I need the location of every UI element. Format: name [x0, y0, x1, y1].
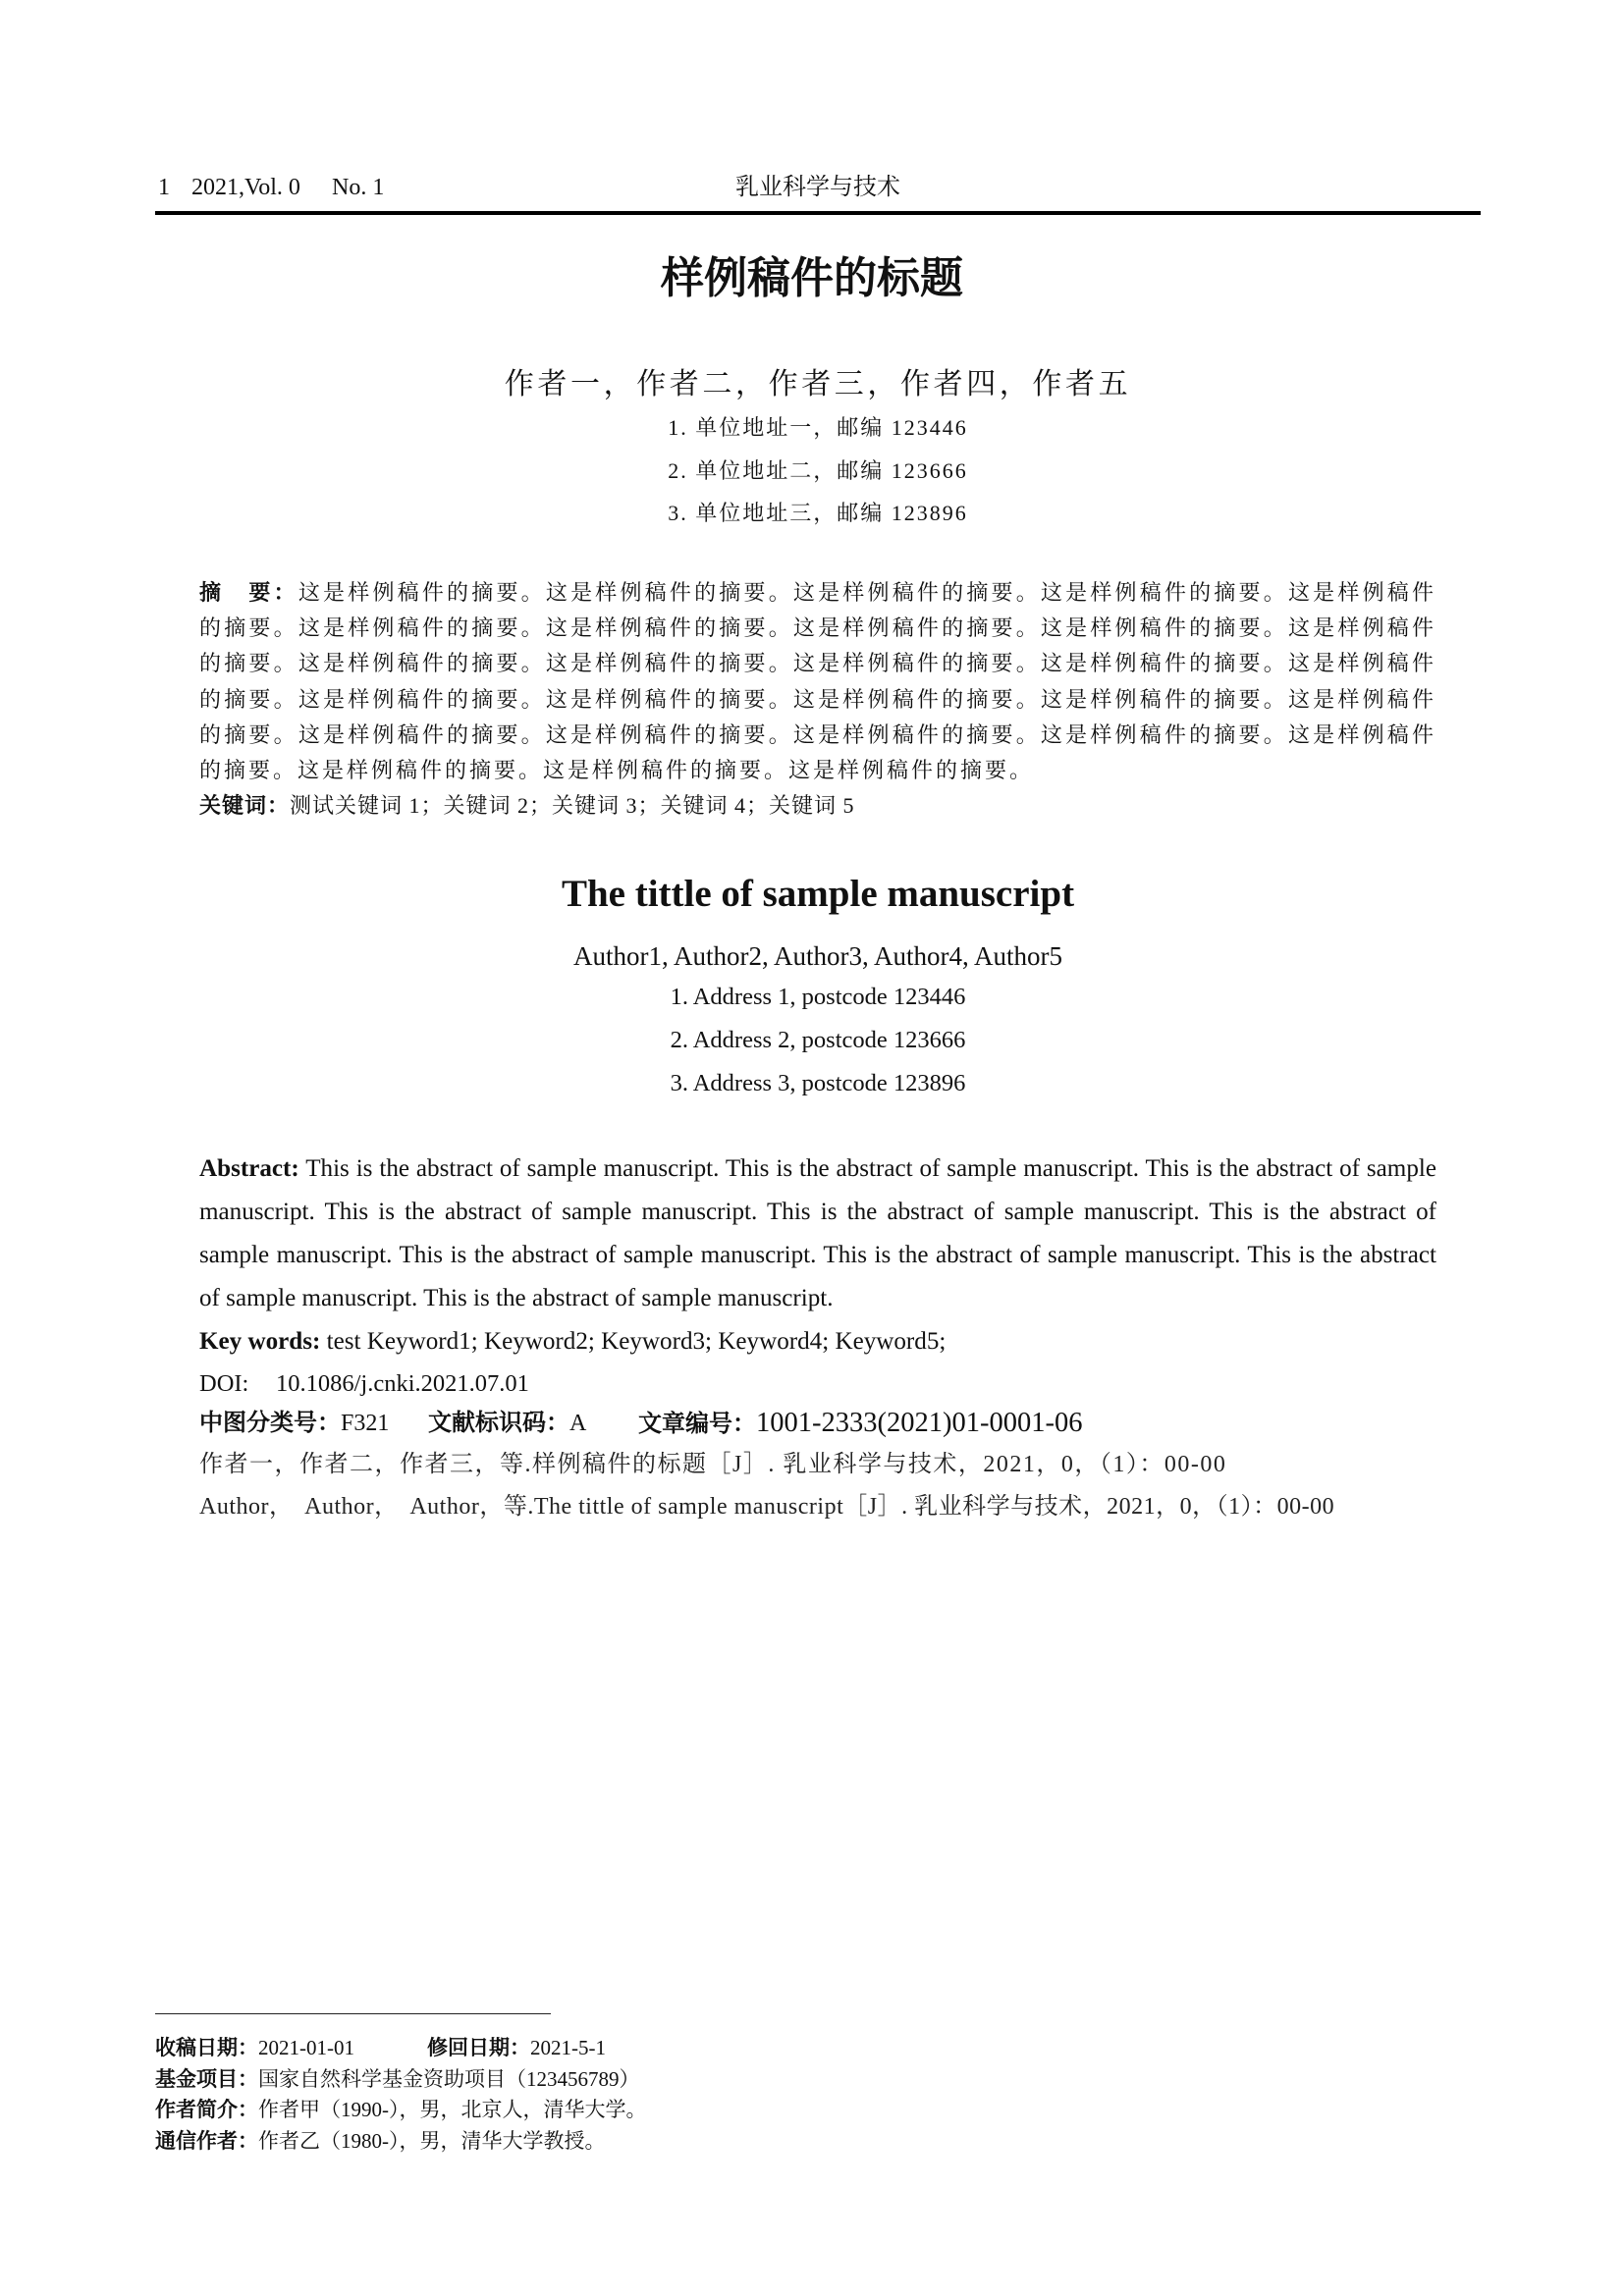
footnote-author-bio	[155, 2095, 1432, 2126]
affiliation-en-2: 2. Address 2, postcode 123666	[670, 1027, 966, 1053]
keywords-en-label: Key words:	[199, 1328, 321, 1355]
abstract-en	[199, 1148, 1436, 1320]
keywords-cn-text: 测试关键词 1；关键词 2；关键词 3；关键词 4；关键词 5	[290, 793, 855, 818]
abstract-en-label: Abstract:	[199, 1155, 299, 1182]
affiliations-en	[155, 976, 1481, 1105]
header-page-number: 1	[158, 175, 170, 200]
footnote-fund	[155, 2064, 1432, 2096]
doi-value: 10.1086/j.cnki.2021.07.01	[276, 1370, 529, 1397]
header-issue: No. 1	[332, 175, 385, 200]
received-value: 2021-01-01	[258, 2036, 354, 2059]
keywords-en-text: test Keyword1; Keyword2; Keyword3; Keyword4; Keyword5;	[326, 1328, 947, 1355]
affiliation-en-1: 1. Address 1, postcode 123446	[670, 984, 966, 1010]
corresponding-label: 通信作者：	[155, 2130, 258, 2154]
footnotes	[155, 2033, 1432, 2158]
authors-cn: 作者一，作者二，作者三，作者四，作者五	[504, 368, 1132, 400]
article-no-value: 1001-2333(2021)01-0001-06	[756, 1408, 1083, 1438]
doc-code-label: 文献标识码：	[428, 1410, 569, 1436]
header-journal-name: 乳业科学与技术	[735, 175, 900, 200]
abstract-en-text: This is the abstract of sample manuscript. This is the abstract of sample manuscript. This is the abstract of sample manuscript. This is the abstract of sample manuscript. This is the abstract of sample manuscript. This is the abstract of sample manuscript. This is the abstract of sample manuscript. This is the abstract of sample manuscript. This is the abstract of sample manuscript. This is the abstract of sample manuscript.	[199, 1155, 1436, 1311]
affiliation-en-3: 3. Address 3, postcode 123896	[670, 1070, 966, 1096]
affiliations-cn	[155, 406, 1481, 535]
article-no-label: 文章编号：	[638, 1411, 756, 1437]
citation-cn: 作者一，作者二，作者三，等.样例稿件的标题［J］. 乳业科学与技术，2021，0，（1）：00-00	[199, 1452, 1227, 1477]
doi-label: DOI:	[199, 1370, 249, 1397]
abstract-cn-text: 这是样例稿件的摘要。这是样例稿件的摘要。这是样例稿件的摘要。这是样例稿件的摘要。这是样例稿件的摘要。这是样例稿件的摘要。这是样例稿件的摘要。这是样例稿件的摘要。这是样例稿件的摘要。这是样例稿件的摘要。这是样例稿件的摘要。这是样例稿件的摘要。这是样例稿件的摘要。这是样例稿件的摘要。这是样例稿件的摘要。这是样例稿件的摘要。这是样例稿件的摘要。这是样例稿件的摘要。这是样例稿件的摘要。这是样例稿件的摘要。这是样例稿件的摘要。这是样例稿件的摘要。这是样例稿件的摘要。这是样例稿件的摘要。这是样例稿件的摘要。这是样例稿件的摘要。这是样例稿件的摘要。这是样例稿件的摘要。	[199, 580, 1436, 783]
abstract-cn-label: 摘 要：	[199, 580, 298, 605]
keywords-cn-label: 关键词：	[199, 793, 291, 818]
header-volume: 2021,Vol. 0	[191, 175, 300, 200]
doc-code-value: A	[569, 1411, 587, 1436]
abstract-cn	[199, 575, 1436, 788]
article-no-group	[638, 1404, 1082, 1444]
footnote-dates	[155, 2033, 1432, 2064]
bio-label: 作者简介：	[155, 2099, 258, 2122]
affiliation-cn-3: 3. 单位地址三，邮编 123896	[668, 501, 968, 525]
page-title-cn: 样例稿件的标题	[661, 254, 963, 302]
citation-en: Author， Author， Author，等.The tittle of sample manuscript［J］. 乳业科学与技术，2021，0，（1）：00-00	[199, 1494, 1335, 1520]
authors-en: Author1, Author2, Author3, Author4, Author5	[573, 941, 1062, 971]
footnote-rule	[155, 2013, 551, 2014]
clc-label: 中图分类号：	[199, 1410, 341, 1436]
affiliation-cn-1: 1. 单位地址一，邮编 123446	[668, 415, 968, 440]
doc-code-group	[428, 1404, 586, 1443]
clc-value: F321	[341, 1411, 390, 1436]
fund-value: 国家自然科学基金资助项目（123456789）	[258, 2066, 640, 2091]
revised-group	[427, 2033, 606, 2064]
keywords-cn	[199, 788, 855, 824]
header-rule	[155, 211, 1481, 215]
affiliation-cn-2: 2. 单位地址二，邮编 123666	[668, 457, 968, 483]
footnote-corresponding	[155, 2126, 1432, 2158]
revised-value: 2021-5-1	[530, 2036, 606, 2059]
bio-value: 作者甲（1990-），男，北京人，清华大学。	[258, 2098, 647, 2122]
received-label: 收稿日期：	[155, 2037, 258, 2059]
fund-label: 基金项目：	[155, 2067, 258, 2091]
clc-group	[199, 1404, 389, 1443]
corresponding-value: 作者乙（1980-），男，清华大学教授。	[258, 2129, 606, 2154]
keywords-en	[199, 1320, 946, 1363]
revised-label: 修回日期：	[427, 2037, 530, 2059]
page-title-en: The tittle of sample manuscript	[561, 873, 1075, 915]
